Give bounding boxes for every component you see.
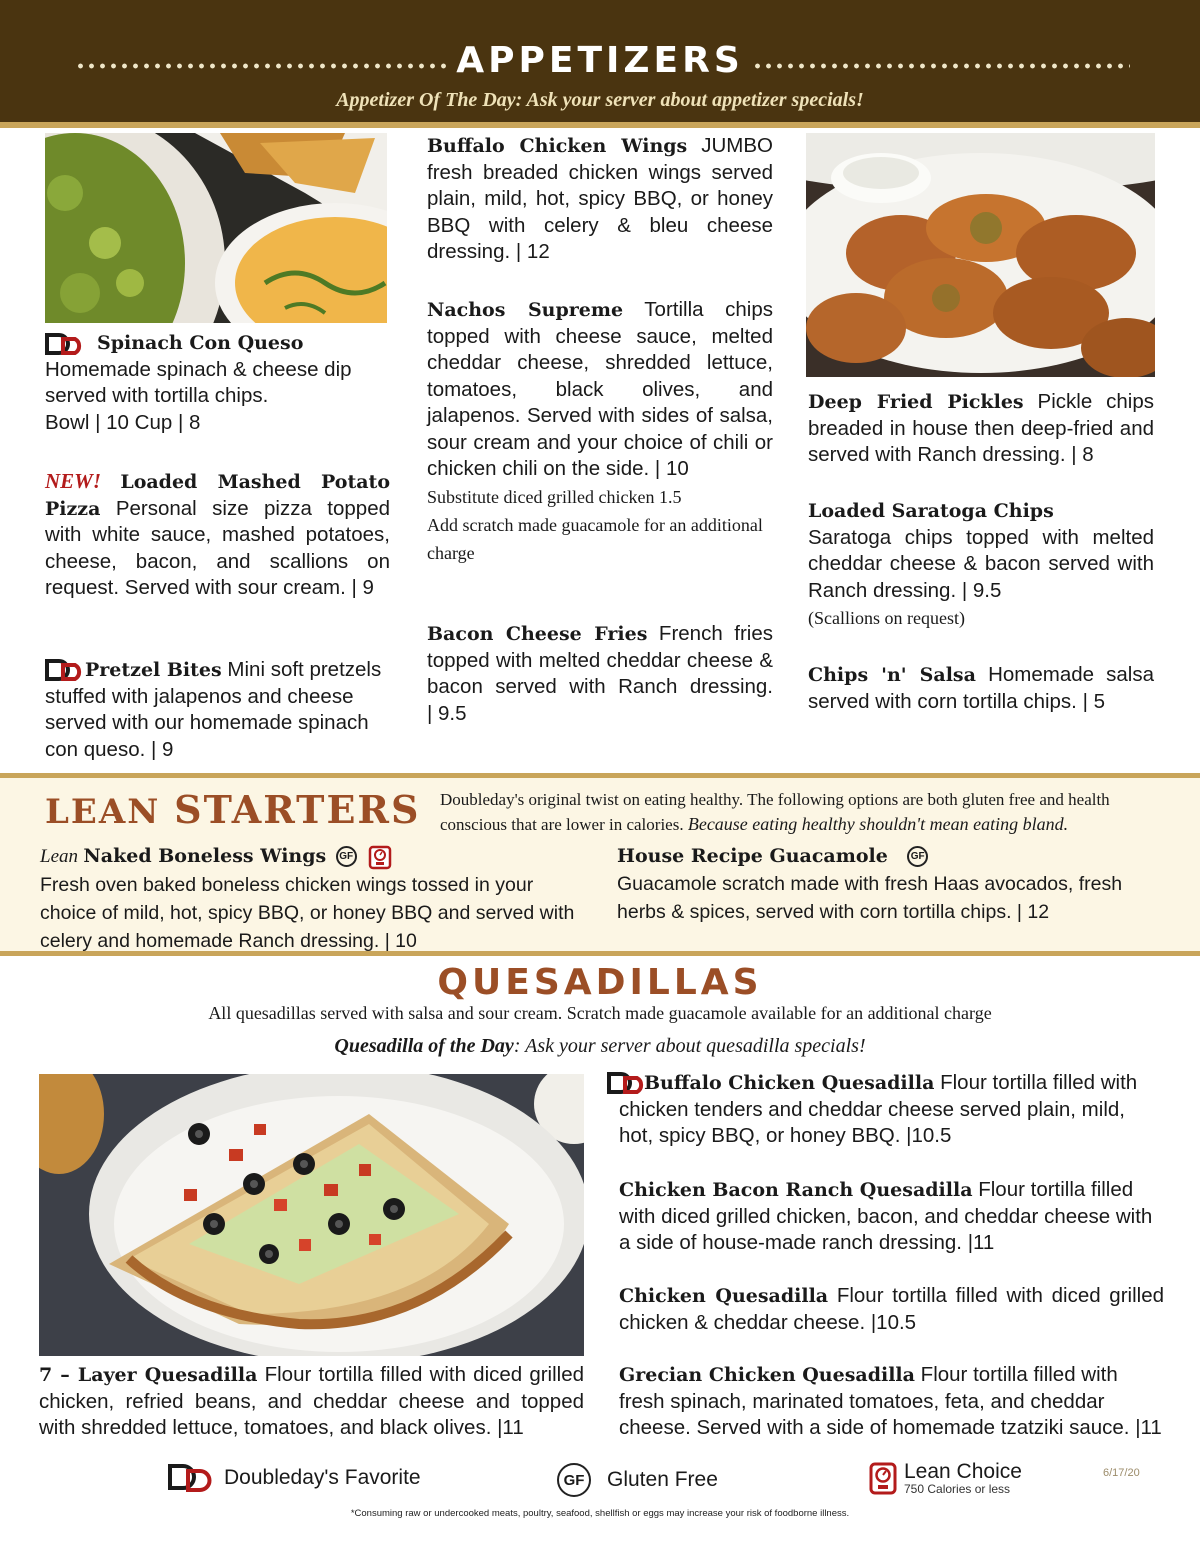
lean-description — [440, 787, 1170, 837]
item-name: Loaded Saratoga Chips — [808, 500, 1054, 522]
menu-item-loaded-mashed-potato-pizza — [45, 468, 390, 602]
item-desc: Flour tortilla filled with chicken tenders and cheddar cheese served plain, mild, hot, spicy BBQ, or honey BBQ. — [619, 1071, 1138, 1147]
day-label: Quesadilla of the Day — [334, 1035, 514, 1057]
item-price: |11 — [1135, 1416, 1162, 1439]
menu-item-chicken-quesadilla — [619, 1283, 1164, 1336]
lean-divider-top — [0, 773, 1200, 778]
item-name: Chicken Bacon Ranch Quesadilla — [619, 1179, 973, 1201]
food-safety-footnote: *Consuming raw or undercooked meats, poultry, seafood, shellfish or eggs may increase your risk of foodborne illness. — [350, 1508, 850, 1519]
item-note: Add scratch made guacamole for an additional charge — [427, 514, 763, 563]
item-name: Buffalo Chicken Wings — [427, 135, 688, 157]
lean-starters-title — [45, 787, 420, 832]
item-desc: Personal size pizza topped with white sauce, mashed potatoes, cheese, bacon, and scallions on request. Served with sour cream. — [45, 496, 390, 599]
item-name: House Recipe Guacamole — [617, 845, 888, 867]
legend-gluten-free — [557, 1463, 718, 1497]
item-note: (Scallions on request) — [808, 608, 965, 628]
queso-photo — [45, 133, 387, 323]
item-desc: Homemade spinach & cheese dip served with tortilla chips. — [45, 357, 352, 407]
item-price: |11 — [967, 1231, 995, 1254]
item-price: | 9 — [351, 576, 374, 599]
item-name: Nachos Supreme — [427, 299, 624, 321]
quesadillas-subtitle: All quesadillas served with salsa and sour cream. Scratch made guacamole available for an additional charge — [208, 1003, 992, 1023]
item-name: Buffalo Chicken Quesadilla — [644, 1072, 935, 1094]
item-desc: Guacamole scratch made with fresh Haas avocados, fresh herbs & spices, served with corn tortilla chips. — [617, 873, 1123, 923]
item-desc: Flour tortilla filled with diced grilled chicken, refried beans, and cheddar cheese and topped with shredded lettuce, tomatoes, and black olives. — [39, 1363, 585, 1439]
item-name: Loaded Mashed Potato Pizza — [45, 471, 390, 520]
menu-date: 6/17/20 — [1103, 1467, 1140, 1479]
menu-item-bacon-cheese-fries — [427, 621, 773, 727]
menu-item-nachos-supreme — [427, 297, 773, 567]
item-desc: Tortilla chips topped with cheese sauce, melted cheddar cheese, shredded lettuce, tomatoes, black olives, and jalapenos. Served with sides of salsa, sour cream and your choice of chili or chicken chili on the side. — [427, 298, 773, 480]
item-name: Chicken Quesadilla — [619, 1285, 829, 1307]
new-badge: NEW! — [45, 469, 102, 493]
menu-item-7-layer-quesadilla — [39, 1362, 584, 1442]
item-name: Grecian Chicken Quesadilla — [619, 1364, 915, 1386]
item-price: | 5 — [1082, 689, 1106, 713]
menu-item-deep-fried-pickles — [808, 389, 1154, 469]
item-desc: French fries topped with melted cheddar cheese & bacon served with Ranch dressing. — [427, 622, 773, 698]
item-price: |10.5 — [870, 1310, 917, 1334]
menu-item-chicken-bacon-ranch-quesadilla — [619, 1177, 1164, 1257]
item-price: | 9.5 — [961, 578, 1002, 602]
quesadillas-title: QUESADILLAS — [437, 962, 763, 1003]
menu-item-spinach-con-queso — [45, 330, 365, 436]
lean-title-b: STARTERS — [174, 787, 421, 832]
item-price: | 9 — [151, 737, 174, 761]
lean-prefix: Lean — [40, 846, 78, 867]
item-price: | 12 — [1016, 901, 1050, 923]
appetizers-title: APPETIZERS — [456, 40, 744, 81]
item-price: | 8 — [1071, 443, 1094, 466]
menu-item-buffalo-chicken-quesadilla — [619, 1070, 1164, 1150]
item-desc: Homemade salsa served with corn tortilla chips. — [808, 663, 1155, 713]
item-price: | 12 — [515, 240, 550, 263]
lean-desc-text: Doubleday's original twist on eating healthy. The following options are both gluten free and health conscious that are lower in calories. — [440, 790, 1110, 834]
item-desc: JUMBO fresh breaded chicken wings served plain, mild, hot, spicy BBQ, or honey BBQ with celery & bleu cheese dressing. — [427, 134, 773, 263]
legend-lean-sub: 750 Calories or less — [904, 1482, 1011, 1496]
item-desc: Saratoga chips topped with melted cheddar cheese & bacon served with Ranch dressing. — [808, 525, 1154, 602]
day-text: : Ask your server about quesadilla specials! — [513, 1035, 866, 1057]
fried-pickles-photo — [806, 133, 1155, 377]
item-name: 7 – Layer Quesadilla — [39, 1364, 258, 1386]
item-desc: Fresh oven baked boneless chicken wings tossed in your choice of mild, hot, spicy BBQ, or honey BBQ and served with celery and homemade Ranch dressing. — [40, 874, 575, 952]
item-desc: Flour tortilla filled with diced grilled chicken & cheddar cheese. — [619, 1284, 1165, 1334]
lean-desc-italic: Because eating healthy shouldn't mean eating bland. — [687, 814, 1069, 834]
menu-item-loaded-saratoga-chips — [808, 498, 1154, 632]
legend-favorite — [168, 1464, 421, 1492]
item-desc: Mini soft pretzels stuffed with jalapenos and cheese served with our homemade spinach con queso. — [45, 658, 382, 761]
legend-lean-choice — [868, 1460, 1022, 1496]
lean-title-a: LEAN — [45, 792, 161, 832]
item-name: Chips 'n' Salsa — [808, 664, 976, 686]
gluten-free-icon: GF — [907, 846, 928, 867]
gluten-free-icon: GF — [557, 1463, 591, 1497]
item-price: Bowl | 10 Cup | 8 — [45, 410, 201, 434]
item-price: |11 — [497, 1416, 524, 1439]
menu-item-naked-boneless-wings — [40, 842, 585, 955]
quesadilla-photo — [39, 1074, 584, 1356]
menu-item-grecian-chicken-quesadilla — [619, 1362, 1164, 1442]
item-name: Deep Fried Pickles — [808, 391, 1024, 413]
header-divider — [0, 122, 1200, 128]
appetizers-subtitle: Appetizer Of The Day: Ask your server about appetizer specials! — [336, 89, 864, 111]
item-price: | 9.5 — [427, 701, 467, 725]
legend-gluten-free-label: Gluten Free — [607, 1468, 718, 1491]
item-price: | 10 — [384, 930, 417, 952]
item-name: Spinach Con Queso — [97, 332, 304, 354]
item-name: Pretzel Bites — [85, 659, 222, 681]
item-desc: Pickle chips breaded in house then deep-fried and served with Ranch dressing. — [808, 390, 1154, 466]
menu-item-buffalo-chicken-wings — [427, 133, 773, 266]
item-price: | 10 — [654, 457, 689, 480]
menu-item-pretzel-bites — [45, 657, 390, 763]
dd-logo-icon — [168, 1464, 212, 1492]
item-price: |10.5 — [906, 1124, 952, 1147]
item-note: Substitute diced grilled chicken 1.5 — [427, 486, 682, 507]
legend-lean-label: Lean Choice — [904, 1460, 1022, 1483]
lean-choice-icon — [368, 844, 392, 870]
lean-choice-icon — [868, 1460, 898, 1496]
menu-item-chips-n-salsa — [808, 662, 1154, 715]
item-desc: Flour tortilla filled with diced grilled chicken, bacon, and cheddar cheese with a side of house-made ranch dressing. — [619, 1178, 1153, 1254]
quesadilla-of-the-day — [0, 1035, 1200, 1058]
legend-favorite-label: Doubleday's Favorite — [224, 1466, 421, 1489]
item-name: Bacon Cheese Fries — [427, 623, 648, 645]
menu-item-house-recipe-guacamole — [617, 842, 1162, 926]
gluten-free-icon: GF — [336, 846, 357, 867]
item-desc: Flour tortilla filled with fresh spinach, marinated tomatoes, feta, and cheddar cheese. Served with a side of homemade tzatziki sauce. — [619, 1363, 1130, 1439]
item-name: Naked Boneless Wings — [83, 845, 327, 867]
